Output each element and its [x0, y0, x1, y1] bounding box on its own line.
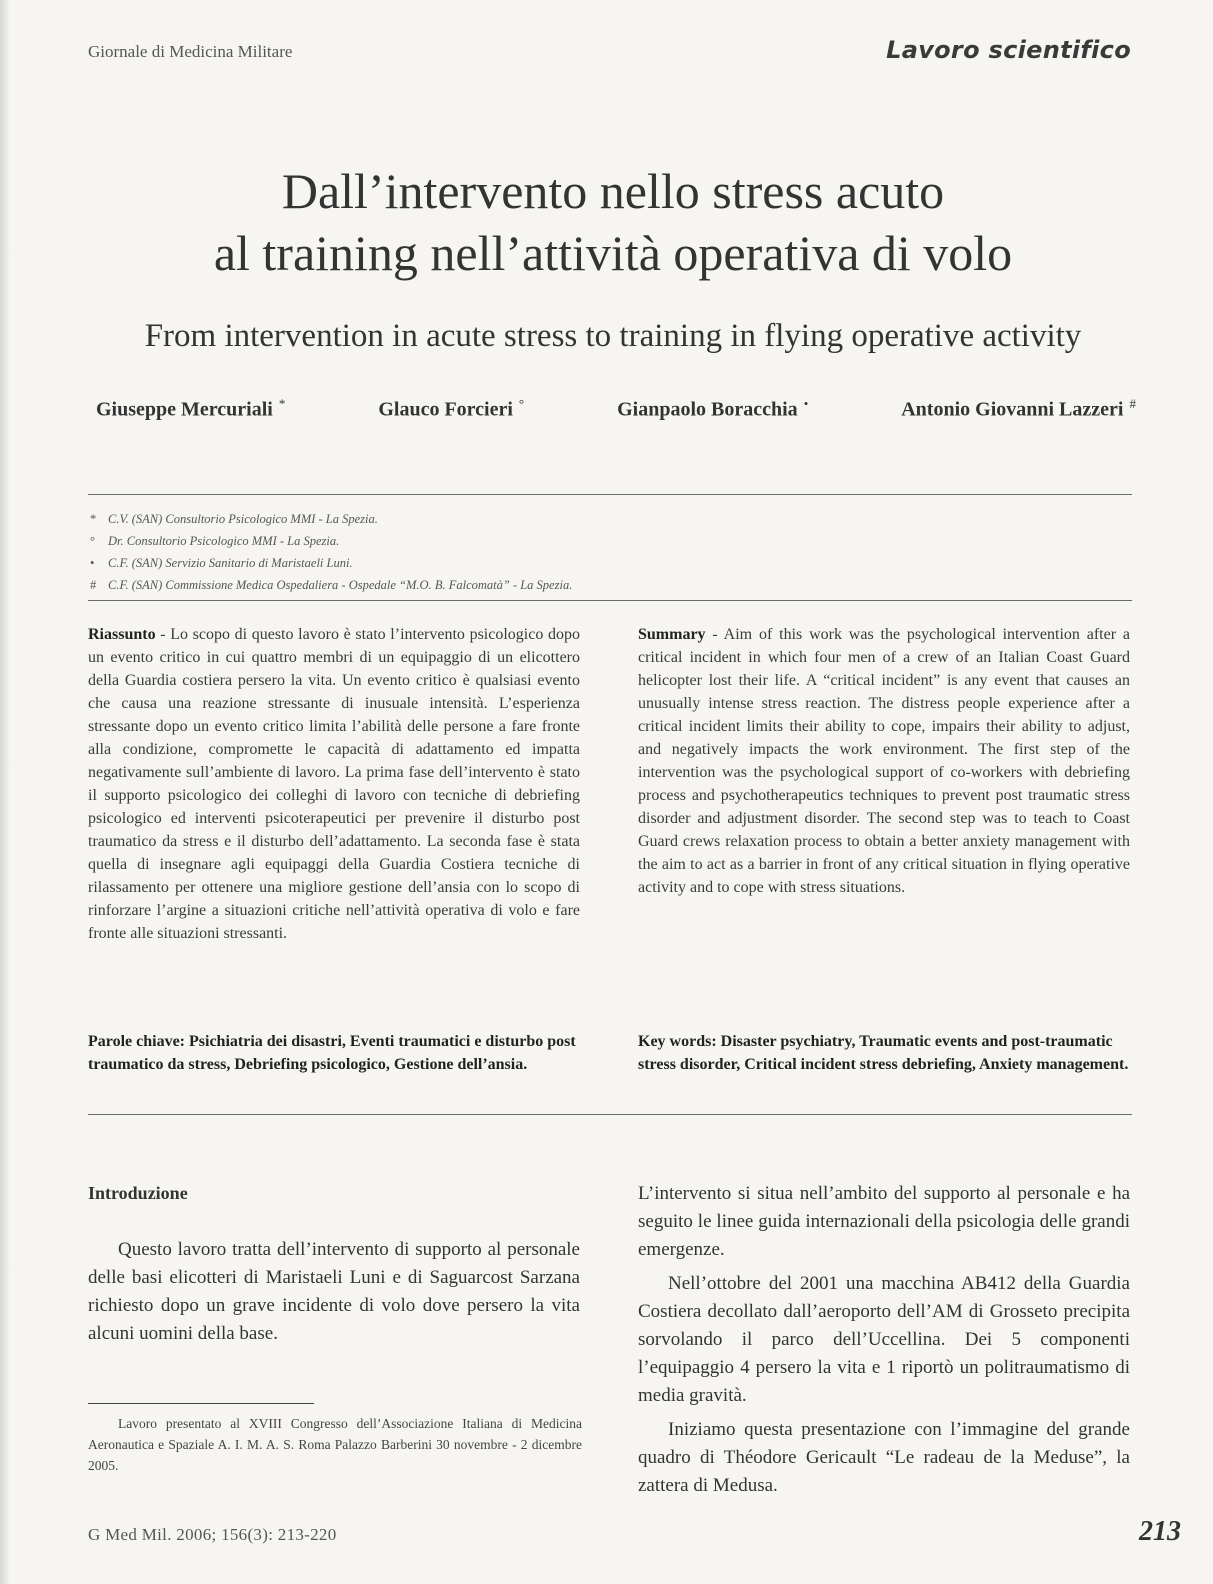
section-label: Lavoro scientifico: [886, 36, 1131, 64]
paragraph: L’intervento si situa nell’ambito del supporto al personale e ha seguito le linee guida internazionali della psicologia delle grandi emergenze.: [638, 1183, 1130, 1260]
divider: [88, 1114, 1132, 1115]
affiliation: # C.F. (SAN) Commissione Medica Ospedaliera - Ospedale “M.O. B. Falcomatà” - La Spezia.: [90, 578, 573, 592]
abstract-text: - Lo scopo di questo lavoro è stato l’intervento psicologico dopo un evento critico in cui quattro membri di un equipaggio di un elicottero della Guardia costiera persero la vita. Un evento critico è qualsiasi evento che causa una reazione stressante di inusuale intensità. L’esperienza stressante dopo un evento critico limita l’abilità delle persone a fare fronte alla condizione, compromette le capacità di adattamento ed impatta negativamente sull’ambiente di lavoro. La prima fase dell’intervento è stato il supporto psicologico dei colleghi di lavoro con tecniche di debriefing psicologico ed interventi psicoterapeutici per prevenire il disturbo post traumatico da stress e il disturbo dell’adattamento. La seconda fase è stata quella di insegnare agli equipaggi della Guardia Costiera tecniche di rilassamento per ottenere una migliore gestione dell’ansia con lo scopo di rinforzare l’argine a situazioni critiche nell’attività operativa di volo e fare fronte alle situazioni stressanti.: [88, 626, 580, 942]
journal-name: Giornale di Medicina Militare: [88, 42, 293, 61]
affiliation: • C.F. (SAN) Servizio Sanitario di Maristaeli Luni.: [90, 556, 353, 570]
footnote: Lavoro presentato al XVIII Congresso dell’Associazione Italiana di Medicina Aeronautica e Spaziale A. I. M. A. S. Roma Palazzo Barberini 30 novembre - 2 dicembre 2005.: [88, 1416, 582, 1473]
divider: [88, 600, 1132, 601]
abstract-italian: [88, 623, 580, 945]
paragraph: Questo lavoro tratta dell’intervento di supporto al personale delle basi elicotteri di Maristaeli Luni e di Saguarcost Sarzana richiesto dopo un grave incidente di volo dove persero la vita alcuni uomini della base.: [88, 1239, 580, 1344]
affiliations: [90, 508, 1130, 596]
abstract-label: Riassunto: [88, 626, 156, 643]
summary-text: - Aim of this work was the psychological intervention after a critical incident in which four men of a crew of an Italian Coast Guard helicopter lost their life. A “critical incident” is any event that causes an unusually intense stress reaction. The distress people experience after a critical incident limits their ability to cope, impairs their ability to adjust, and negatively impacts the work environment. The first step of the intervention was the psychological support of co-workers with debriefing process and psychotherapeutics techniques to prevent post traumatic stress disorder and adjustment disorder. The second step was to teach to Coast Guard crews relaxation process to obtain a better anxiety management with the aim to act as a barrier in front of any critical situation in flying operative activity and to cope with stress situations.: [638, 626, 1130, 896]
author: Gianpaolo Boracchia •: [617, 396, 809, 421]
author-list: [96, 396, 1136, 422]
author: Antonio Giovanni Lazzeri #: [901, 396, 1136, 421]
affiliation: ° Dr. Consultorio Psicologico MMI - La Spezia.: [90, 534, 340, 548]
section-heading: Introduzione: [88, 1183, 188, 1203]
paragraph: Iniziamo questa presentazione con l’immagine del grande quadro di Théodore Gericault “Le radeau de la Meduse”, la zattera di Medusa.: [638, 1419, 1130, 1496]
title-line-1: Dall’intervento nello stress acuto: [281, 163, 945, 219]
divider: [88, 494, 1132, 495]
article-title: [88, 160, 1138, 284]
author: Giuseppe Mercuriali *: [96, 396, 286, 421]
summary-label: Summary: [638, 626, 706, 643]
title-line-2: al training nell’attività operativa di volo: [213, 225, 1013, 281]
paragraph: Nell’ottobre del 2001 una macchina AB412 della Guardia Costiera decollato dall’aeroporto dell’AM di Grosseto precipita sorvolando il parco dell’Uccellina. Dei 5 componenti l’equipaggio 4 persero la vita e 1 riportò un politraumatismo di media gravità.: [638, 1273, 1130, 1406]
page-number: 213: [1139, 1516, 1181, 1547]
page-binding-shadow: [0, 0, 10, 1584]
citation: G Med Mil. 2006; 156(3): 213-220: [88, 1525, 337, 1544]
author: Glauco Forcieri °: [378, 396, 525, 421]
footnote-rule: [88, 1403, 314, 1404]
affiliation: * C.V. (SAN) Consultorio Psicologico MMI - La Spezia.: [90, 512, 378, 526]
body-left: [88, 1236, 580, 1348]
body-right: [638, 1180, 1130, 1500]
abstract-english: [638, 623, 1130, 899]
keywords-italian: Parole chiave: Psichiatria dei disastri, Eventi traumatici e disturbo post traumatico da stress, Debriefing psicologico, Gestione dell’ansia.: [88, 1033, 576, 1073]
article-subtitle: From intervention in acute stress to training in flying operative activity: [144, 318, 1082, 354]
keywords-english: Key words: Disaster psychiatry, Traumatic events and post-traumatic stress disorder, Critical incident stress debriefing, Anxiety management.: [638, 1033, 1129, 1073]
